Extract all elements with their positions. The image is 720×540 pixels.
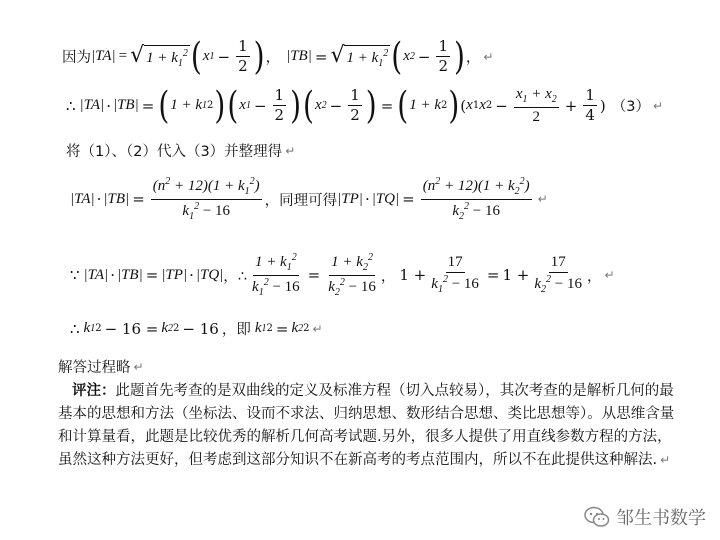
commentary-body: 此题首先考查的是双曲线的定义及标准方程（切入点较易），其次考查的是解析几何的最基本的思想和方法（坐标法、设而不求法、归纳思想、数形结合思想、类比思想等）。从思维含量和计算量看，此题是比较优秀的解析几何高考试题.另外，很多人提供了用直线参数方程的方法，虽然这种方法更好，但考虑到这部分知识不在新高考的考点范围内，所以不在此提供这种解法. xyxy=(58,383,675,468)
wechat-icon xyxy=(584,506,610,528)
text-because: 因为 xyxy=(62,50,91,67)
sqrt-expr: √ $1 + k_1^2$ xyxy=(130,42,188,69)
formula-line-1: 因为 |TA| = √ $1 + k_1^2$ ( x 1 − $\frac{1}{2}$ ) ， |TB| = √ $1 + k_1^2$ ( x 2 − $\frac{1}{2}$ ) ， ↵ xyxy=(62,33,494,79)
formula-line-4: |TA| · |TB| = $\frac{(n^2 + 12)(1 + k_1^2)}{k_1^2 - 16}$ ，同理可得 |TP| · |TQ| = $\frac{(n^2 + 12)(1 + k_2^2)}{k_2^2 - 16}$ ↵ xyxy=(70,176,548,222)
formula-line-5: ∵ |TA| · |TB| = |TP| · |TQ| ，∴ $\frac{1 + k_1^2}{k_1^2 - 16}$ = $\frac{1 + k_2^2}{k_2^2 - 16}$ ， 1 + $\frac{17}{k_1^2 - 16}$ = 1 + $\frac{17}{k_2^2 - 16}$ ， ↵ xyxy=(70,252,615,298)
formula-line-6: ∴ k 1 2 − 16 = k 2 2 − 16 ，即 k 1 2 = k 2 2 ↵ xyxy=(70,319,323,338)
formula-line-2: ∴ |TA| · |TB| = ( 1 + k 1 2 ) ( x 1 − $\frac{1}{2}$ ) ( x 2 − $\frac{1}{2}$ ) = ( 1 + k 2 ) ( x 1 x 2 − $\frac{x_1 + x_2}{2}$ + $\frac{1}{4}$ ) （3） ↵ xyxy=(66,82,664,128)
commentary-paragraph: 评注：此题首先考查的是双曲线的定义及标准方程（切入点较易），其次考查的是解析几何的最基本的思想和方法（坐标法、设而不求法、归纳思想、数形结合思想、类比思想等）。从思维含量和计算量看，此题是比较优秀的解析几何高考试题.另外，很多人提供了用直线参数方程的方法，虽然这种方法更好，但考虑到这部分知识不在新高考的考点范围内，所以不在此提供这种解法. ↵ xyxy=(58,383,675,468)
equals: = xyxy=(118,48,128,65)
fraction-product-1: $\frac{(n^2 + 12)(1 + k_1^2)}{k_1^2 - 16}$ xyxy=(152,176,260,222)
watermark xyxy=(584,504,706,530)
abs-ta: |TA| xyxy=(91,48,116,65)
fraction-half: $\frac{1}{2}$ xyxy=(238,37,248,76)
commentary-label: 评注： xyxy=(72,383,116,399)
var-x1: x xyxy=(202,48,210,65)
fraction-product-2: $\frac{(n^2 + 12)(1 + k_2^2)}{k_2^2 - 16}$ xyxy=(422,176,530,222)
abs-tb: |TB| xyxy=(286,48,312,65)
sqrt-expr-2: √ $1 + k_1^2$ xyxy=(330,42,389,69)
watermark-text: 邹生书数学 xyxy=(616,508,706,529)
equation-label: （3） xyxy=(611,99,650,116)
text-line-substitute: 将（1）、（2）代入（3）并整理得 ↵ xyxy=(66,143,296,160)
text-omitted: 解答过程略 ↵ xyxy=(58,359,144,376)
return-mark: ↵ xyxy=(483,49,494,64)
